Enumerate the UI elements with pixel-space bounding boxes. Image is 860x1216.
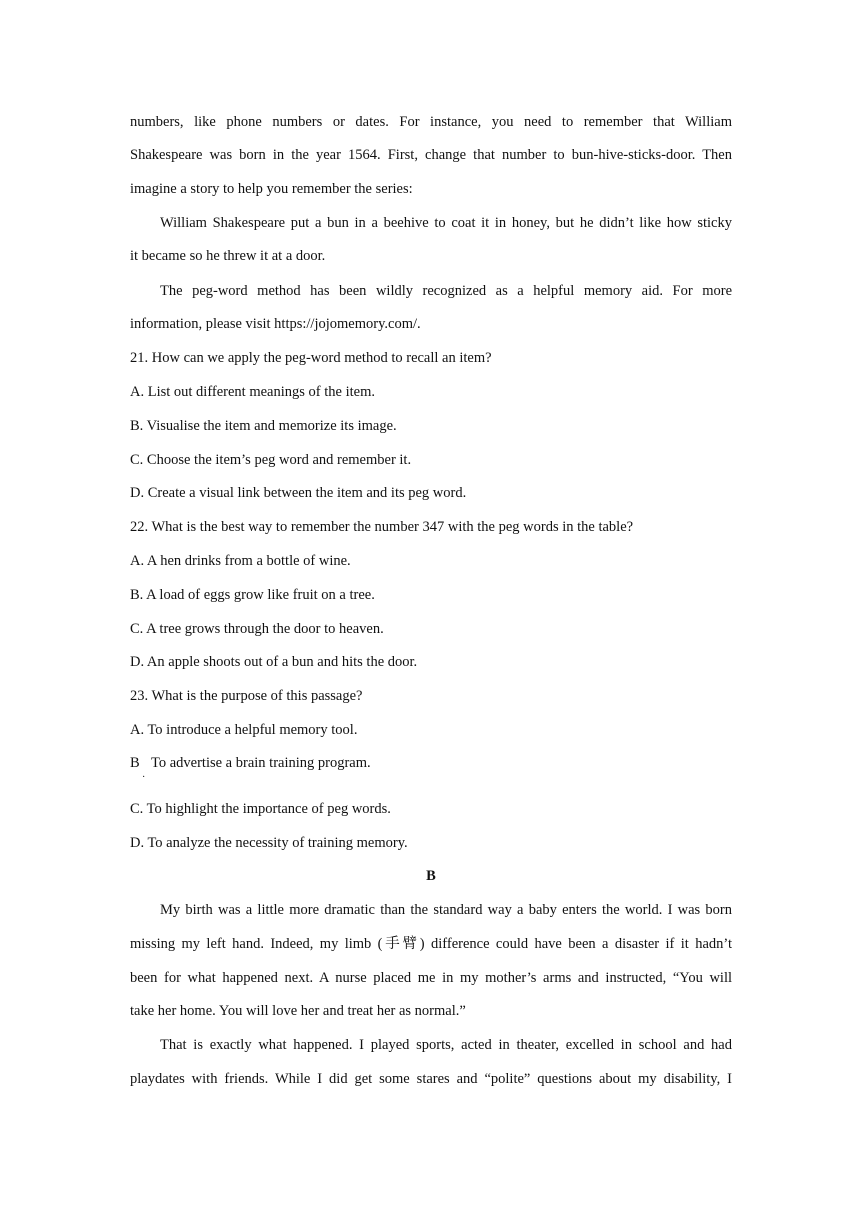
- question-23-option-b-letter: B: [130, 755, 140, 771]
- section-b-p2-line-1: That is exactly what happened. I played sports, acted in theater, excelled in school and had: [160, 1037, 732, 1053]
- question-22-option-c: C. A tree grows through the door to heaven.: [130, 621, 384, 637]
- question-23-option-a: A. To introduce a helpful memory tool.: [130, 722, 358, 738]
- section-b-p1-line-1: My birth was a little more dramatic than the standard way a baby enters the world. I was born: [160, 902, 732, 918]
- question-23-stem: 23. What is the purpose of this passage?: [130, 688, 363, 704]
- question-22-option-b: B. A load of eggs grow like fruit on a tree.: [130, 587, 375, 603]
- passage-a-p1-line-2: Shakespeare was born in the year 1564. First, change that number to bun-hive-sticks-door. Then: [130, 147, 732, 163]
- question-21-option-b: B. Visualise the item and memorize its image.: [130, 418, 397, 434]
- stray-dot-mark: ·: [142, 772, 146, 783]
- question-21-option-c: C. Choose the item’s peg word and remember it.: [130, 452, 412, 468]
- passage-a-p1-line-3: imagine a story to help you remember the series:: [130, 181, 413, 197]
- passage-a-p3-line-1: The peg-word method has been wildly recognized as a helpful memory aid. For more: [160, 283, 732, 299]
- question-22-stem: 22. What is the best way to remember the number 347 with the peg words in the table?: [130, 519, 634, 535]
- passage-a-p1-line-1: numbers, like phone numbers or dates. For instance, you need to remember that William: [130, 114, 732, 130]
- question-21-option-d: D. Create a visual link between the item and its peg word.: [130, 485, 467, 501]
- question-21-option-a: A. List out different meanings of the item.: [130, 384, 375, 400]
- passage-a-p3-line-2: information, please visit https://jojomemory.com/.: [130, 316, 421, 332]
- passage-a-p2-line-2: it became so he threw it at a door.: [130, 248, 326, 264]
- question-23-option-b-text: To advertise a brain training program.: [151, 755, 371, 771]
- question-23-option-c: C. To highlight the importance of peg words.: [130, 801, 391, 817]
- section-b-p1-line-3: been for what happened next. A nurse placed me in my mother’s arms and instructed, “You will: [130, 970, 732, 986]
- question-21-stem: 21. How can we apply the peg-word method to recall an item?: [130, 350, 492, 366]
- section-b-p1-line-2: missing my left hand. Indeed, my limb (手臂) difference could have been a disaster if it hadn’t: [130, 936, 732, 952]
- section-b-p2-line-2: playdates with friends. While I did get some stares and “polite” questions about my disability, I: [130, 1071, 732, 1087]
- question-22-option-a: A. A hen drinks from a bottle of wine.: [130, 553, 351, 569]
- passage-a-p2-line-1: William Shakespeare put a bun in a beehive to coat it in honey, but he didn’t like how sticky: [160, 215, 732, 231]
- question-23-option-d: D. To analyze the necessity of training memory.: [130, 835, 408, 851]
- section-b-heading: B: [426, 868, 436, 884]
- question-22-option-d: D. An apple shoots out of a bun and hits the door.: [130, 654, 418, 670]
- section-b-p1-line-4: take her home. You will love her and treat her as normal.”: [130, 1003, 466, 1019]
